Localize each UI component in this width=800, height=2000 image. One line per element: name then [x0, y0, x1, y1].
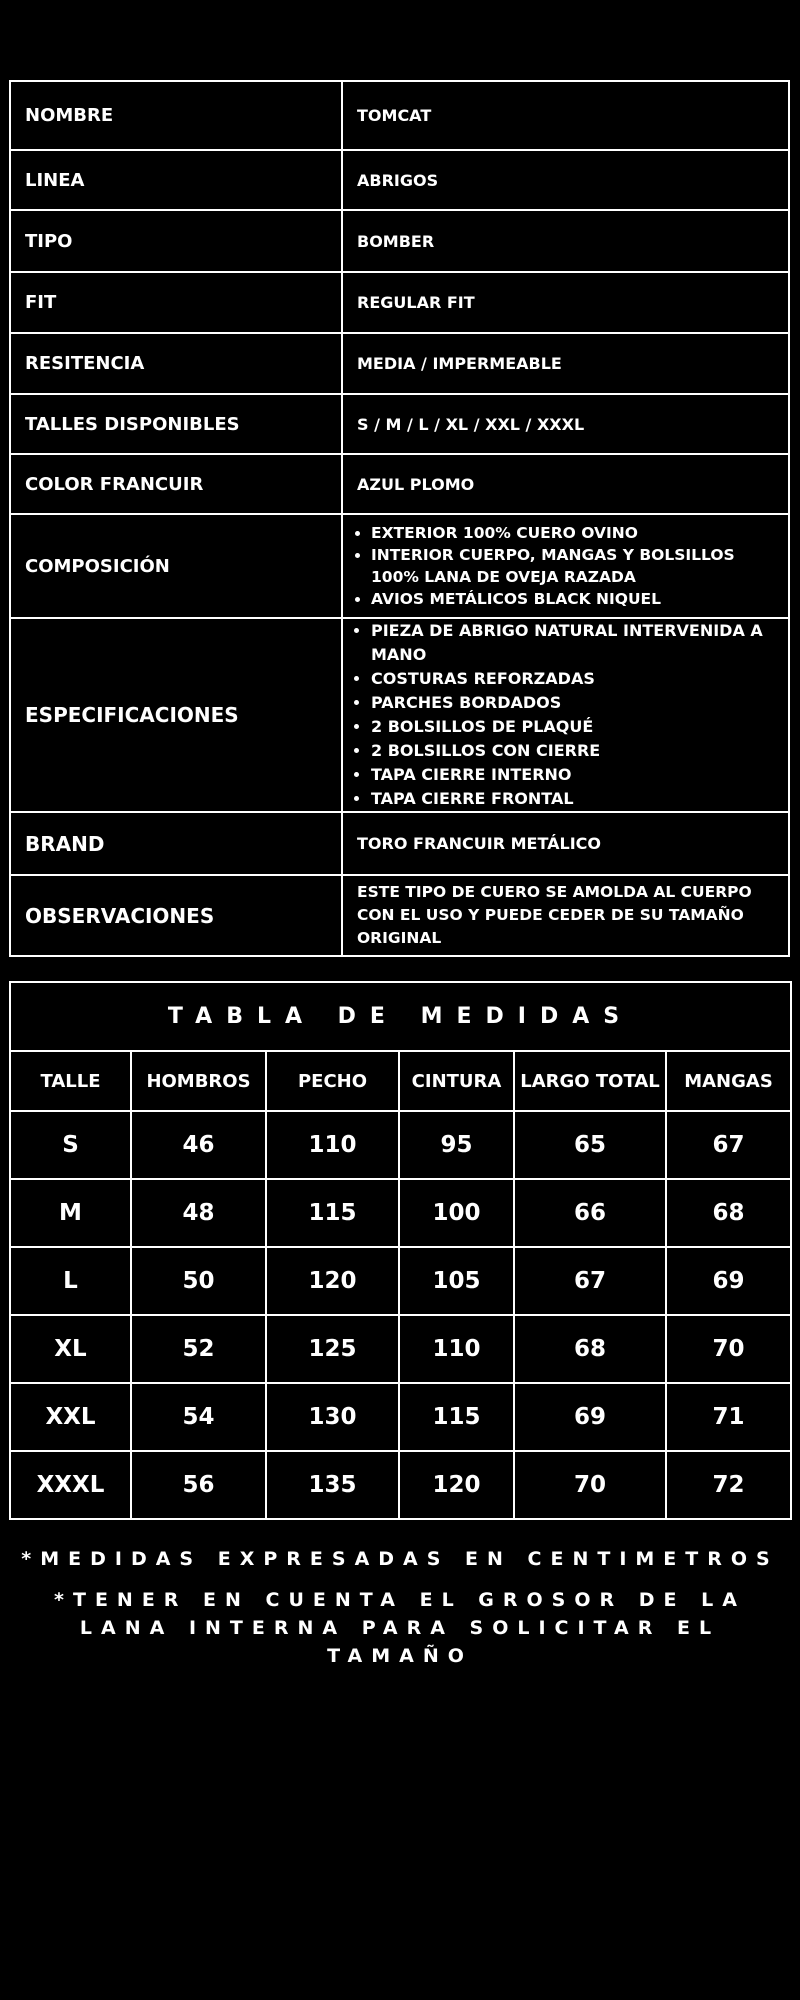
- table-cell: 115: [399, 1383, 514, 1451]
- table-cell: 105: [399, 1247, 514, 1315]
- list-item: • COSTURAS REFORZADAS: [371, 667, 774, 691]
- spec-row-linea: [10, 150, 789, 210]
- table-row: [10, 1179, 791, 1247]
- spec-label: BRAND: [10, 812, 342, 875]
- table-row: [10, 1383, 791, 1451]
- table-cell: 66: [514, 1179, 666, 1247]
- list-item: • EXTERIOR 100% CUERO OVINO: [371, 522, 774, 544]
- column-header: HOMBROS: [131, 1051, 266, 1111]
- spec-label: COMPOSICIÓN: [10, 514, 342, 618]
- table-cell: 67: [666, 1111, 791, 1179]
- spec-row-composicion: [10, 514, 789, 618]
- wool-thickness-note: *TENER EN CUENTA EL GROSOR DE LA LANA INTERNA PARA SOLICITAR EL TAMAÑO: [54, 1589, 746, 1667]
- size-table-title: TABLA DE MEDIDAS: [10, 982, 791, 1051]
- spec-row-observaciones: [10, 875, 789, 956]
- spec-value: AZUL PLOMO: [342, 454, 789, 514]
- spec-label: FIT: [10, 272, 342, 333]
- spec-row-especificaciones: [10, 618, 789, 812]
- measurement-unit-note: *MEDIDAS EXPRESADAS EN CENTIMETROS: [21, 1548, 779, 1570]
- table-cell: 135: [266, 1451, 399, 1519]
- table-cell: XXXL: [10, 1451, 131, 1519]
- list-item: • TAPA CIERRE FRONTAL: [371, 787, 774, 811]
- table-cell: 100: [399, 1179, 514, 1247]
- spec-value: [342, 618, 789, 812]
- spec-label: ESPECIFICACIONES: [10, 618, 342, 812]
- column-header: TALLE: [10, 1051, 131, 1111]
- table-cell: 65: [514, 1111, 666, 1179]
- table-cell: 69: [666, 1247, 791, 1315]
- spec-value: ESTE TIPO DE CUERO SE AMOLDA AL CUERPO CON EL USO Y PUEDE CEDER DE SU TAMAÑO ORIGINAL: [342, 875, 789, 956]
- table-cell: 67: [514, 1247, 666, 1315]
- spec-value: TOMCAT: [342, 81, 789, 150]
- table-cell: 56: [131, 1451, 266, 1519]
- table-cell: 70: [514, 1451, 666, 1519]
- size-table-title-row: [10, 982, 791, 1051]
- table-cell: 48: [131, 1179, 266, 1247]
- spec-label: NOMBRE: [10, 81, 342, 150]
- column-header: MANGAS: [666, 1051, 791, 1111]
- spec-value: S / M / L / XL / XXL / XXXL: [342, 394, 789, 454]
- spec-value: TORO FRANCUIR METÁLICO: [342, 812, 789, 875]
- table-cell: 68: [514, 1315, 666, 1383]
- spec-row-tipo: [10, 210, 789, 272]
- spec-label: COLOR FRANCUIR: [10, 454, 342, 514]
- table-cell: XL: [10, 1315, 131, 1383]
- list-item: • PIEZA DE ABRIGO NATURAL INTERVENIDA A MANO: [371, 619, 774, 667]
- spec-value: [342, 514, 789, 618]
- table-row: [10, 1111, 791, 1179]
- table-cell: 68: [666, 1179, 791, 1247]
- spec-value: BOMBER: [342, 210, 789, 272]
- column-header: CINTURA: [399, 1051, 514, 1111]
- table-cell: 110: [266, 1111, 399, 1179]
- table-cell: 46: [131, 1111, 266, 1179]
- spec-label: OBSERVACIONES: [10, 875, 342, 956]
- column-header: PECHO: [266, 1051, 399, 1111]
- spec-label: TALLES DISPONIBLES: [10, 394, 342, 454]
- table-cell: 130: [266, 1383, 399, 1451]
- spec-value: REGULAR FIT: [342, 272, 789, 333]
- list-item: • 2 BOLSILLOS CON CIERRE: [371, 739, 774, 763]
- spec-row-nombre: [10, 81, 789, 150]
- table-cell: L: [10, 1247, 131, 1315]
- table-cell: 69: [514, 1383, 666, 1451]
- table-cell: 120: [266, 1247, 399, 1315]
- spec-value: MEDIA / IMPERMEABLE: [342, 333, 789, 394]
- spec-row-resistencia: [10, 333, 789, 394]
- spec-row-talles: [10, 394, 789, 454]
- table-cell: 95: [399, 1111, 514, 1179]
- spec-row-fit: [10, 272, 789, 333]
- list-item: • AVIOS METÁLICOS BLACK NIQUEL: [371, 588, 774, 610]
- table-cell: 54: [131, 1383, 266, 1451]
- composition-list: [357, 522, 774, 610]
- table-cell: 120: [399, 1451, 514, 1519]
- list-item: • INTERIOR CUERPO, MANGAS Y BOLSILLOS 100% LANA DE OVEJA RAZADA: [371, 544, 774, 588]
- list-item: • 2 BOLSILLOS DE PLAQUÉ: [371, 715, 774, 739]
- table-cell: 115: [266, 1179, 399, 1247]
- table-cell: XXL: [10, 1383, 131, 1451]
- table-cell: 70: [666, 1315, 791, 1383]
- spec-label: LINEA: [10, 150, 342, 210]
- table-cell: 125: [266, 1315, 399, 1383]
- table-cell: M: [10, 1179, 131, 1247]
- size-table: [9, 981, 792, 1520]
- table-row: [10, 1315, 791, 1383]
- product-spec-table: [9, 80, 790, 957]
- size-table-header-row: [10, 1051, 791, 1111]
- spec-row-color: [10, 454, 789, 514]
- table-cell: 110: [399, 1315, 514, 1383]
- table-row: [10, 1451, 791, 1519]
- table-cell: 72: [666, 1451, 791, 1519]
- list-item: • PARCHES BORDADOS: [371, 691, 774, 715]
- specifications-list: [357, 619, 774, 811]
- table-cell: S: [10, 1111, 131, 1179]
- spec-label: RESITENCIA: [10, 333, 342, 394]
- table-cell: 71: [666, 1383, 791, 1451]
- table-row: [10, 1247, 791, 1315]
- column-header: LARGO TOTAL: [514, 1051, 666, 1111]
- spec-label: TIPO: [10, 210, 342, 272]
- table-cell: 50: [131, 1247, 266, 1315]
- spec-value: ABRIGOS: [342, 150, 789, 210]
- list-item: • TAPA CIERRE INTERNO: [371, 763, 774, 787]
- table-cell: 52: [131, 1315, 266, 1383]
- spec-row-brand: [10, 812, 789, 875]
